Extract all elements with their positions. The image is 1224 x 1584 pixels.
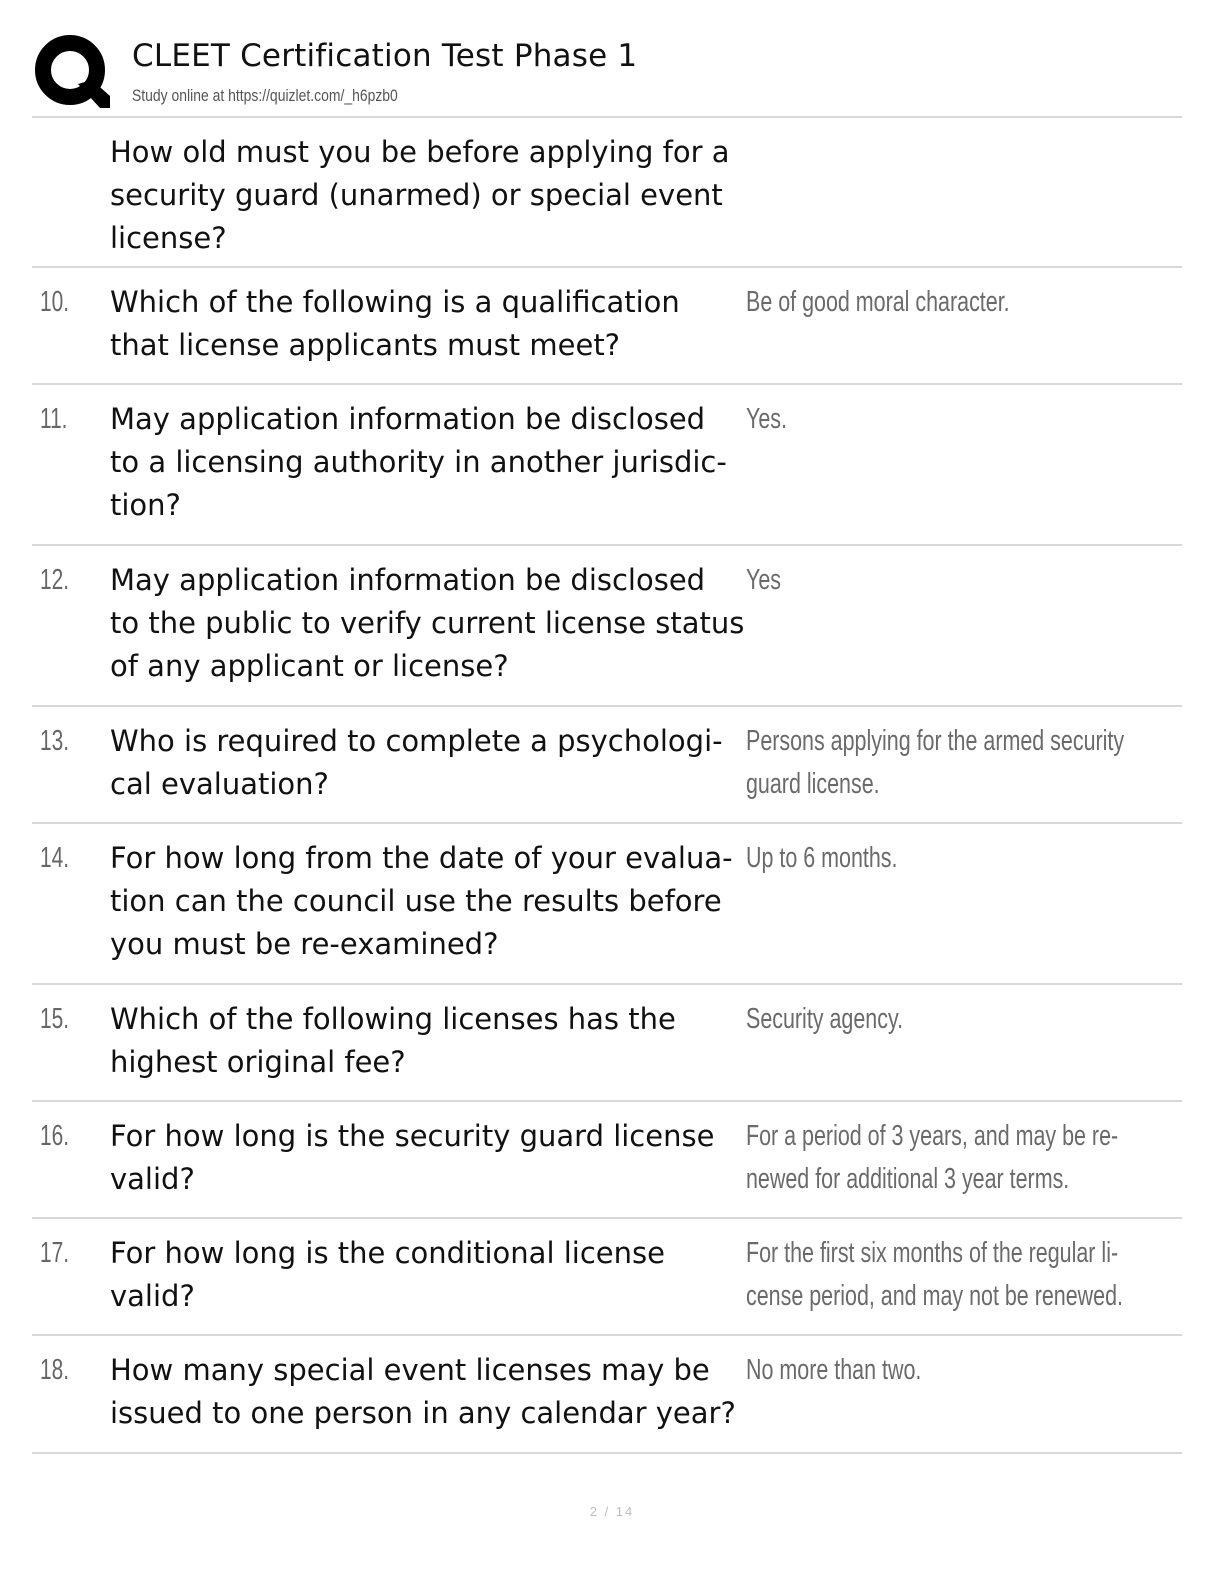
flashcard-row [32,1219,1182,1336]
definition-line: Up to 6 months. [746,842,898,874]
card-definition [746,1349,1176,1392]
card-number: 11. [40,403,68,435]
card-definition [746,998,1176,1041]
term-line: tion can the council use the results before [110,884,722,918]
quizlet-logo-icon [34,34,110,110]
definition-line: For a period of 3 years, and may be re- [746,1120,1119,1152]
flashcard-row [32,118,1182,268]
card-number: 14. [40,842,70,874]
flashcard-row [32,985,1182,1102]
term-line: For how long from the date of your evalua- [110,841,733,875]
flashcard-row [32,1336,1182,1454]
term-line: For how long is the security guard license [110,1119,715,1153]
definition-line: Persons applying for the armed security [746,725,1125,757]
card-number: 15. [40,1003,70,1035]
card-term [110,131,750,260]
flashcard-list [32,118,1182,1454]
document-title: CLEET Certification Test Phase 1 [132,38,638,74]
term-line: security guard (unarmed) or special event [110,178,723,212]
flashcard-row [32,385,1182,546]
flashcard-row [32,707,1182,824]
term-line: to the public to verify current license status [110,606,745,640]
term-line: highest original fee? [110,1045,406,1079]
flashcard-row [32,546,1182,707]
card-term [110,398,750,527]
term-line: issued to one person in any calendar year? [110,1396,736,1430]
flashcard-row [32,824,1182,985]
card-definition [746,1115,1176,1201]
card-number: 13. [40,725,70,757]
term-line: valid? [110,1162,195,1196]
card-term [110,1349,750,1435]
card-term [110,559,750,688]
card-number: 16. [40,1120,70,1152]
card-definition [746,559,1176,602]
term-line: Who is required to complete a psychologi- [110,724,723,758]
card-term [110,998,750,1084]
card-definition [746,837,1176,880]
definition-line: Yes [746,564,782,596]
definition-line: cense period, and may not be renewed. [746,1280,1123,1312]
term-line: you must be re-examined? [110,927,499,961]
term-line: Which of the following is a qualification [110,285,680,319]
card-term [110,720,750,806]
term-line: Which of the following licenses has the [110,1002,676,1036]
page-header [32,30,1182,116]
flashcard-row [32,1102,1182,1219]
card-definition [746,1232,1176,1318]
flashcard-row [32,268,1182,385]
card-number: 17. [40,1237,70,1269]
term-line: For how long is the conditional license [110,1236,665,1270]
card-number: 10. [40,286,70,318]
definition-line: Security agency. [746,1003,904,1035]
term-line: cal evaluation? [110,767,329,801]
card-number: 12. [40,564,70,596]
term-line: May application information be disclosed [110,563,706,597]
term-line: valid? [110,1279,195,1313]
card-term [110,1232,750,1318]
term-line: tion? [110,488,181,522]
definition-line: newed for additional 3 year terms. [746,1163,1070,1195]
term-line: May application information be disclosed [110,402,706,436]
term-line: How many special event licenses may be [110,1353,710,1387]
card-term [110,281,750,367]
card-term [110,1115,750,1201]
term-line: to a licensing authority in another jurisdic- [110,445,727,479]
term-line: license? [110,221,227,255]
study-online-link[interactable]: Study online at https://quizlet.com/_h6pzb0 [132,86,398,105]
term-line: of any applicant or license? [110,649,509,683]
page-number: 2 / 14 [589,1504,635,1519]
definition-line: For the first six months of the regular li- [746,1237,1119,1269]
card-definition [746,281,1176,324]
definition-line: Yes. [746,403,787,435]
card-definition [746,720,1176,806]
card-definition [746,398,1176,441]
definition-line: Be of good moral character. [746,286,1010,318]
card-term [110,837,750,966]
definition-line: guard license. [746,768,880,800]
definition-line: No more than two. [746,1354,922,1386]
card-number: 18. [40,1354,70,1386]
term-line: How old must you be before applying for a [110,135,730,169]
term-line: that license applicants must meet? [110,328,621,362]
